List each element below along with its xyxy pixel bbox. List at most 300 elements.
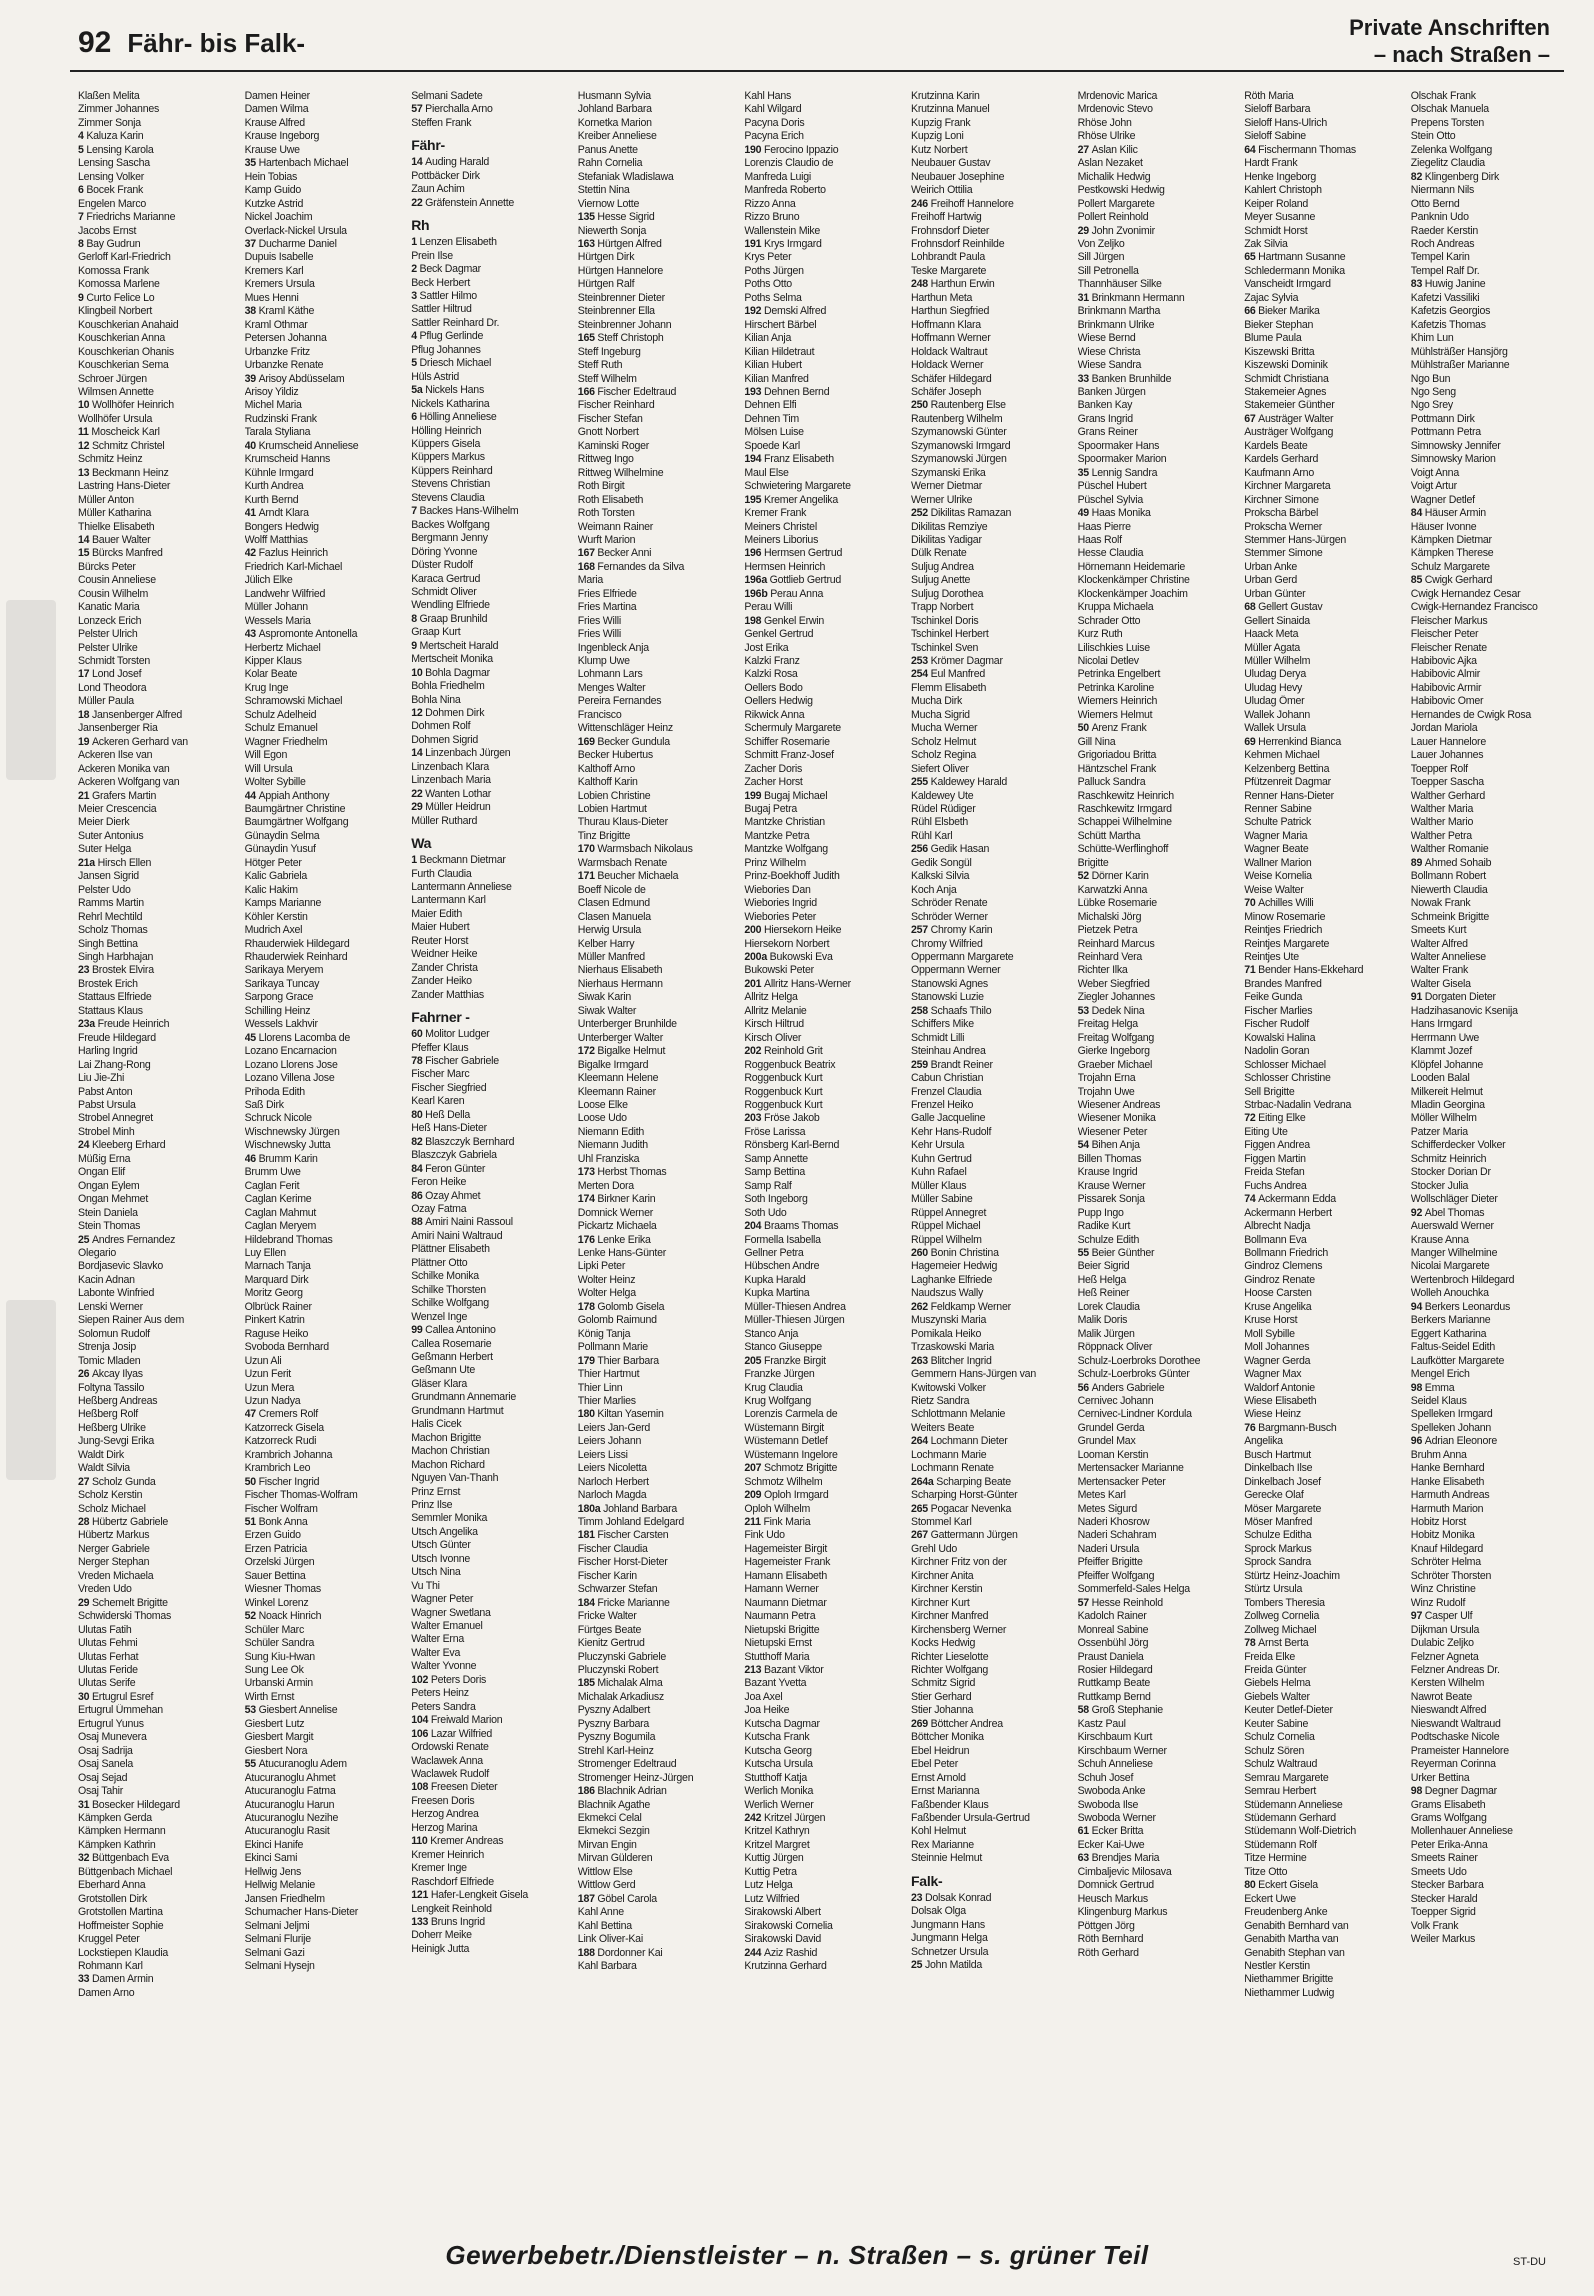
resident-entry: Nierhaus Hermann [577,977,663,990]
resident-entry: Düster Rudolf [411,559,473,572]
resident-entry: Dinkelbach Ilse [1244,1462,1313,1475]
resident-entry: Kouschkerian Anna [78,332,166,345]
resident-entry: Schmidt Torsten [78,655,151,668]
house-number: 35 [244,157,259,170]
resident-entry: Holdack Werner [911,359,984,372]
resident-entry: Kupka Harald [744,1273,806,1286]
resident-entry: Faßbender Ursula-Gertrud [911,1812,1030,1824]
resident-entry: Mucha Werner [911,722,978,735]
resident-entry: Voigt Artur [1410,480,1457,493]
resident-entry: Meiners Liborius [744,533,819,546]
house-number: 196a [744,574,770,587]
resident-entry: Faßbender Klaus [911,1798,989,1811]
resident-entry: Hermsen Heinrich [744,560,826,573]
resident-entry: Grans Reiner [1077,426,1138,439]
resident-entry: Thier Marlies [577,1394,636,1407]
resident-entry: Schiffer Rosemarie [744,735,830,748]
house-number: 26 [78,1368,92,1381]
house-number: 265 [911,1502,931,1515]
resident-entry: Marquard Dirk [244,1273,309,1286]
resident-entry: Cousin Wilhelm [78,587,149,600]
resident-entry: Schmitt Franz-Josef [744,749,834,762]
resident-entry: 260 Bonin Christina [911,1246,999,1259]
resident-entry: Schäfer Joseph [911,385,982,398]
resident-entry: Stemmer Simone [1244,547,1323,560]
resident-entry: Kurth Bernd [244,493,299,506]
resident-entry: Tschinkel Doris [911,614,979,627]
resident-entry: 54 Bihen Anja [1077,1139,1140,1152]
resident-entry: Olschak Manuela [1410,103,1489,116]
house-number: 13 [78,466,92,479]
resident-entry: Müller Agata [1244,641,1301,654]
resident-entry: Selmani Sadete [411,90,483,102]
resident-entry: Walther Gerhard [1410,789,1485,802]
resident-entry: Leiers Johann [577,1435,642,1448]
resident-entry: Gill Nina [1077,735,1116,748]
resident-entry: 204 Braams Thomas [744,1220,839,1233]
resident-entry: Küppers Gisela [411,437,481,450]
resident-entry: Rhauderwiek Reinhard [244,951,348,963]
house-number: 244 [744,1946,765,1959]
resident-entry: Raguse Heiko [244,1327,309,1340]
resident-entry: Titze Hermine [1244,1852,1307,1865]
resident-entry: 181 Fischer Carsten [577,1529,669,1542]
resident-entry: Herzog Andrea [411,1808,479,1821]
listing-column [744,90,909,2230]
resident-entry: Angelika [1244,1435,1283,1448]
resident-entry: 257 Chromy Karin [911,924,993,937]
resident-entry: Stefaniak Wladislawa [577,170,674,183]
resident-entry: Grotstollen Martina [78,1906,163,1919]
resident-entry: 17 Lond Josef [78,668,142,681]
resident-entry: Wischnewsky Jürgen [244,1125,340,1138]
resident-entry: Ernst Marianna [911,1785,980,1798]
house-number: 92 [1410,1206,1425,1219]
resident-entry: Zak Silvia [1244,237,1288,250]
resident-entry: Kutscha Dagmar [744,1717,820,1730]
house-number: 7 [78,211,87,224]
resident-entry: Schulz-Loerbroks Günter [1077,1368,1190,1381]
resident-entry: Klingenburg Markus [1077,1906,1168,1919]
house-number: 202 [744,1045,765,1058]
resident-entry: Simnowsky Jennifer [1410,439,1501,452]
resident-entry: Lutz Wilfried [744,1892,800,1905]
resident-entry: Renner Sabine [1244,803,1312,816]
resident-entry: Thier Hartmut [577,1368,640,1381]
house-number: 199 [744,789,765,802]
street-heading: Fahrner - [411,1009,470,1026]
resident-entry: Walther Mario [1410,816,1474,829]
house-number: 252 [911,507,931,520]
resident-entry: 4 Kaluza Karin [78,130,144,143]
resident-entry: Dohmen Sigrid [411,733,479,746]
resident-entry: Kritzel Margret [744,1838,810,1851]
resident-entry: Stier Johanna [911,1704,974,1717]
resident-entry: Kowalski Halina [1244,1031,1316,1044]
resident-entry: Semrau Herbert [1244,1785,1317,1798]
resident-entry: Kaldewey Ute [911,789,974,802]
resident-entry: Walter Frank [1410,964,1469,977]
resident-entry: Perau Willi [744,601,793,614]
resident-entry: Hötger Peter [244,856,302,869]
resident-entry: Jung-Sevgi Erika [78,1435,155,1448]
resident-entry: Keuter Detlef-Dieter [1244,1704,1333,1717]
resident-entry: Strbac-Nadalin Vedrana [1244,1098,1352,1111]
resident-entry: Koch Anja [911,883,957,896]
resident-entry: Lastring Hans-Dieter [78,480,171,493]
resident-entry: Ackermann Herbert [1244,1206,1332,1219]
house-number: 85 [1410,574,1425,587]
resident-entry: Henke Ingeborg [1244,170,1317,183]
resident-entry: Allritz Melanie [744,1004,807,1017]
resident-entry: Müller-Thiesen Jürgen [744,1314,845,1327]
resident-entry: 184 Fricke Marianne [577,1596,670,1609]
resident-entry: Galle Jacqueline [911,1112,986,1125]
resident-entry: Teske Margarete [911,264,987,277]
resident-entry: Olschak Frank [1410,90,1476,102]
resident-entry: Sieloff Barbara [1244,103,1311,116]
house-number: 201 [744,977,765,990]
resident-entry: Schilke Thorsten [411,1283,486,1296]
resident-entry: Panknin Udo [1410,211,1469,224]
resident-entry: Grundmann Annemarie [411,1391,516,1404]
resident-entry: Nerger Gabriele [78,1542,150,1555]
resident-entry: Nickels Katharina [411,397,490,410]
resident-entry: Lockstiepen Klaudia [78,1946,169,1959]
resident-entry: 196b Perau Anna [744,587,824,600]
resident-entry: Steff Wilhelm [577,372,637,385]
house-number: 167 [577,547,598,560]
resident-entry: Zimmer Sonja [78,116,141,129]
resident-entry: Harmuth Andreas [1410,1489,1490,1502]
resident-entry: 263 Blitcher Ingrid [911,1354,992,1367]
resident-entry: Kolar Beate [244,668,298,681]
resident-entry: Winz Christine [1410,1583,1476,1596]
house-number: 204 [744,1220,765,1233]
resident-entry: Lond Theodora [78,681,147,694]
resident-entry: Jansenberger Ria [78,722,158,735]
resident-entry: Mollenhauer Anneliese [1410,1825,1513,1838]
house-number: 94 [1410,1300,1425,1313]
resident-entry: Wolff Matthias [244,533,308,546]
resident-entry: Jacobs Ernst [78,224,137,237]
resident-entry: Roggenbuck Kurt [744,1085,823,1098]
resident-entry: Petrinka Karoline [1077,681,1155,694]
resident-entry: Menges Walter [577,681,646,694]
resident-entry: Clasen Manuela [577,910,651,923]
resident-entry: Mertensacker Peter [1077,1475,1166,1488]
resident-entry: Freude Hildegard [78,1031,156,1044]
house-number: 29 [78,1596,92,1609]
resident-entry: 64 Fischermann Thomas [1244,143,1356,156]
resident-entry: Husmann Sylvia [577,90,651,102]
resident-entry: Schifferdecker Volker [1410,1139,1506,1152]
resident-entry: Gerecke Olaf [1244,1489,1304,1502]
resident-entry: Semrau Margarete [1244,1771,1329,1784]
house-number: 46 [244,1152,259,1165]
resident-entry: Kanatic Maria [78,601,140,614]
resident-entry: Krause Ingrid [1077,1166,1138,1179]
resident-entry: Simnowsky Marion [1410,453,1496,466]
resident-entry: Waldt Dirk [78,1448,124,1461]
resident-entry: Osaj Sejad [78,1771,128,1784]
resident-entry: Bigalke Irmgard [577,1058,649,1071]
resident-entry: Pöttgen Jörg [1077,1919,1135,1932]
house-number: 84 [1410,507,1425,520]
resident-entry: 74 Ackermann Edda [1244,1193,1336,1206]
resident-entry: Ernst Arnold [911,1771,966,1784]
resident-entry: Schlosser Christine [1244,1072,1331,1085]
resident-entry: Püschel Sylvia [1077,493,1143,506]
resident-entry: 78 Arnst Berta [1244,1637,1309,1650]
resident-entry: 188 Dordonner Kai [577,1946,663,1959]
resident-entry: Kamps Marianne [244,897,322,910]
resident-entry: 174 Birkner Karin [577,1193,656,1206]
resident-entry: Uzun Mera [244,1381,295,1394]
resident-entry: Schmitz Heinrich [1410,1152,1487,1165]
resident-entry: Kalic Hakim [244,883,298,896]
resident-entry: Stemmer Hans-Jürgen [1244,533,1347,546]
resident-entry: Klammt Jozef [1410,1045,1472,1058]
resident-entry: Möser Margarete [1244,1502,1322,1515]
resident-entry: Werlich Monika [744,1785,814,1798]
resident-entry: Böttcher Monika [911,1731,984,1744]
resident-entry: Sprock Markus [1244,1542,1312,1555]
resident-entry: 51 Bonk Anna [244,1516,308,1529]
resident-entry: Michel Maria [244,399,302,412]
resident-entry: Niemann Judith [577,1139,648,1152]
resident-entry: Wiemers Heinrich [1077,695,1158,708]
resident-entry: Mirvan Engin [577,1838,637,1851]
resident-entry: Dohmen Rolf [411,720,471,733]
resident-entry: 104 Freiwald Marion [411,1714,503,1727]
section-title-line2: – nach Straßen – [1373,42,1550,67]
resident-entry: Peters Heinz [411,1687,469,1700]
resident-entry: Schüler Marc [244,1623,304,1636]
house-number: 45 [244,1031,259,1044]
house-number: 49 [1077,507,1092,520]
resident-entry: Naderi Schahram [1077,1529,1157,1542]
house-number: 69 [1244,735,1259,748]
resident-entry: Graap Kurt [411,626,461,639]
resident-entry: Moritz Georg [244,1287,303,1300]
resident-entry: Olbrück Rainer [244,1300,312,1313]
house-number: 82 [411,1135,426,1148]
resident-entry: Vreden Michaela [78,1569,154,1582]
resident-entry: Kirchner Fritz von der [911,1556,1007,1569]
resident-entry: Niewerth Sonja [577,224,647,237]
resident-entry: Fries Martina [577,601,637,614]
resident-entry: Maul Else [744,466,789,479]
resident-entry: 24 Kleeberg Erhard [78,1139,166,1152]
house-number: 56 [1077,1381,1092,1394]
resident-entry: Kalthoff Arno [577,762,636,775]
resident-entry: Schwiderski Thomas [78,1610,172,1623]
resident-entry: Freesen Doris [411,1794,475,1807]
house-number: 259 [911,1058,931,1071]
resident-entry: Hardt Frank [1244,157,1298,170]
resident-entry: Kahl Bettina [577,1919,632,1932]
resident-entry: Schröter Thorsten [1410,1569,1492,1582]
resident-entry: Keuter Sabine [1244,1717,1309,1730]
resident-entry: Callea Rosemarie [411,1337,492,1350]
house-number: 184 [577,1596,598,1609]
resident-entry: Schmotz Wilhelm [744,1475,823,1488]
resident-entry: Giesbert Margit [244,1731,314,1744]
house-number: 84 [411,1162,426,1175]
resident-entry: Wagner Swetlana [411,1606,491,1619]
resident-entry: Gellert Sinaida [1244,614,1310,627]
resident-entry: Figgen Andrea [1244,1139,1310,1152]
resident-entry: 108 Freesen Dieter [411,1781,498,1794]
resident-entry: Stakemeier Günther [1244,399,1335,412]
resident-entry: 18 Jansenberger Alfred [78,708,183,721]
house-number: 194 [744,453,765,466]
resident-entry: Praust Daniela [1077,1650,1144,1663]
resident-entry: Kreiber Anneliese [577,130,657,143]
house-number: 267 [911,1529,931,1542]
house-number: 19 [78,735,92,748]
resident-entry: Mrdenovic Marica [1077,90,1158,102]
resident-entry: Sieloff Hans-Ulrich [1244,116,1327,129]
resident-entry: Blaszczyk Gabriela [411,1149,497,1162]
resident-entry: Kirchner Kurt [911,1596,970,1609]
resident-entry: Walter Anneliese [1410,951,1486,963]
resident-entry: Cabun Christian [911,1072,984,1085]
house-number: 200a [744,951,770,963]
resident-entry: 60 Molitor Ludger [411,1028,490,1041]
resident-entry: Neubauer Josephine [911,170,1005,183]
resident-entry: Zajac Sylvia [1244,291,1299,304]
resident-entry: 180a Johland Barbara [577,1502,678,1515]
resident-entry: Zander Heiko [411,975,472,988]
resident-entry: Rautenberg Wilhelm [911,412,1003,425]
resident-entry: Michalik Hedwig [1077,170,1151,183]
resident-entry: Rex Marianne [911,1838,974,1851]
resident-entry: Schappei Wilhelmine [1077,816,1172,829]
resident-entry: Wiesner Thomas [244,1583,321,1596]
resident-entry: Poths Otto [744,278,792,291]
resident-entry: Brandes Manfred [1244,977,1322,990]
resident-entry: Mudrich Axel [244,924,303,937]
resident-entry: Weiler Markus [1410,1933,1476,1946]
house-number: 170 [577,843,598,856]
house-number: 53 [244,1704,259,1717]
resident-entry: Walther Maria [1410,803,1474,816]
resident-entry: Stromenger Heinz-Jürgen [577,1771,694,1784]
resident-entry: Herbertz Michael [244,641,321,654]
resident-entry: Ecker Kai-Uwe [1077,1838,1145,1851]
resident-entry: Fleischer Renate [1410,641,1487,654]
resident-entry: Doherr Meike [411,1929,472,1942]
resident-entry: Komossa Marlene [78,278,160,291]
resident-entry: 135 Hesse Sigrid [577,211,655,224]
house-number: 47 [244,1408,259,1421]
house-number: 135 [577,211,598,224]
resident-entry: Müßig Erna [78,1152,131,1165]
resident-entry: Fischer Marc [411,1068,470,1081]
resident-entry: 82 Blaszczyk Bernhard [411,1135,515,1148]
resident-entry: Overlack-Nickel Ursula [244,224,347,237]
resident-entry: Ozay Fatma [411,1202,467,1215]
resident-entry: Pollert Reinhold [1077,211,1149,224]
resident-entry: Toepper Sascha [1410,776,1484,789]
resident-entry: Hanke Elisabeth [1410,1475,1485,1488]
house-number: 78 [1244,1637,1259,1650]
resident-entry: Link Oliver-Kai [577,1933,643,1946]
resident-entry: Ekinci Hanife [244,1838,304,1851]
resident-entry: Toepper Sigrid [1410,1906,1476,1919]
resident-entry: 193 Dehnen Bernd [744,385,830,398]
resident-entry: Jülich Elke [244,574,293,587]
resident-entry: Rhöse Ulrike [1077,130,1136,143]
resident-entry: Heß Reiner [1077,1287,1130,1300]
resident-entry: Stevens Claudia [411,491,485,504]
resident-entry: Hoffmann Werner [911,332,991,345]
resident-entry: Kahlert Christoph [1244,184,1322,197]
resident-entry: Leiers Nicoletta [577,1462,647,1475]
resident-entry: 185 Michalak Alma [577,1677,663,1690]
resident-entry: Loose Elke [577,1098,628,1111]
resident-entry: Grigoriadou Britta [1077,749,1157,762]
resident-entry: Scholz Regina [911,749,977,762]
resident-entry: Lorek Claudia [1077,1300,1140,1313]
resident-entry: 203 Fröse Jakob [744,1112,820,1125]
house-number: 29 [1077,224,1092,237]
resident-entry: Liu Jie-Zhi [78,1072,125,1085]
house-number: 99 [411,1324,426,1337]
resident-entry: Bukowski Peter [744,964,814,977]
resident-entry: Wiese Bernd [1077,332,1136,345]
resident-entry: Lauer Hannelore [1410,735,1486,748]
resident-entry: Naumann Petra [744,1610,816,1623]
resident-entry: Vreden Udo [78,1583,132,1596]
resident-entry: Hagemeister Frank [744,1556,831,1569]
resident-entry: Roth Torsten [577,507,635,520]
resident-entry: Kirschbaum Werner [1077,1744,1167,1757]
resident-entry: 205 Franzke Birgit [744,1354,826,1367]
resident-entry: Ngo Srey [1410,399,1453,412]
resident-entry: Trapp Norbert [911,601,974,614]
resident-entry: Winkel Lorenz [244,1596,309,1609]
resident-entry: Tempel Ralf Dr. [1410,264,1480,277]
section-title [1349,14,1550,68]
house-number: 39 [244,372,259,385]
resident-entry: Pyszny Adalbert [577,1704,651,1717]
house-number: 255 [911,776,931,789]
resident-entry: 44 Appiah Anthony [244,789,330,802]
resident-entry: 23 Brostek Elvira [78,964,154,977]
house-number: 78 [411,1055,426,1067]
resident-entry: 166 Fischer Edeltraud [577,385,677,398]
resident-entry: Wagner Friedhelm [244,735,328,748]
house-number: 23a [78,1018,98,1031]
resident-entry: Frohnsdorf Dieter [911,224,990,237]
resident-entry: 35 Lennig Sandra [1077,466,1158,479]
resident-entry: Mühlstraßer Marianne [1410,359,1510,372]
resident-entry: Utsch Günter [411,1539,471,1552]
resident-entry: Formella Isabella [744,1233,821,1246]
resident-entry: Walter Yvonne [411,1660,477,1673]
house-number: 110 [411,1835,431,1848]
resident-entry: Machon Richard [411,1458,485,1471]
resident-entry: Pfeiffer Brigitte [1077,1556,1143,1569]
house-number: 29 [411,801,426,814]
resident-entry: Gindroz Renate [1244,1273,1315,1286]
resident-entry: Stakemeier Agnes [1244,385,1327,398]
resident-entry: Hürtgen Hannelore [577,264,664,277]
resident-entry: Freida Elke [1244,1650,1296,1663]
